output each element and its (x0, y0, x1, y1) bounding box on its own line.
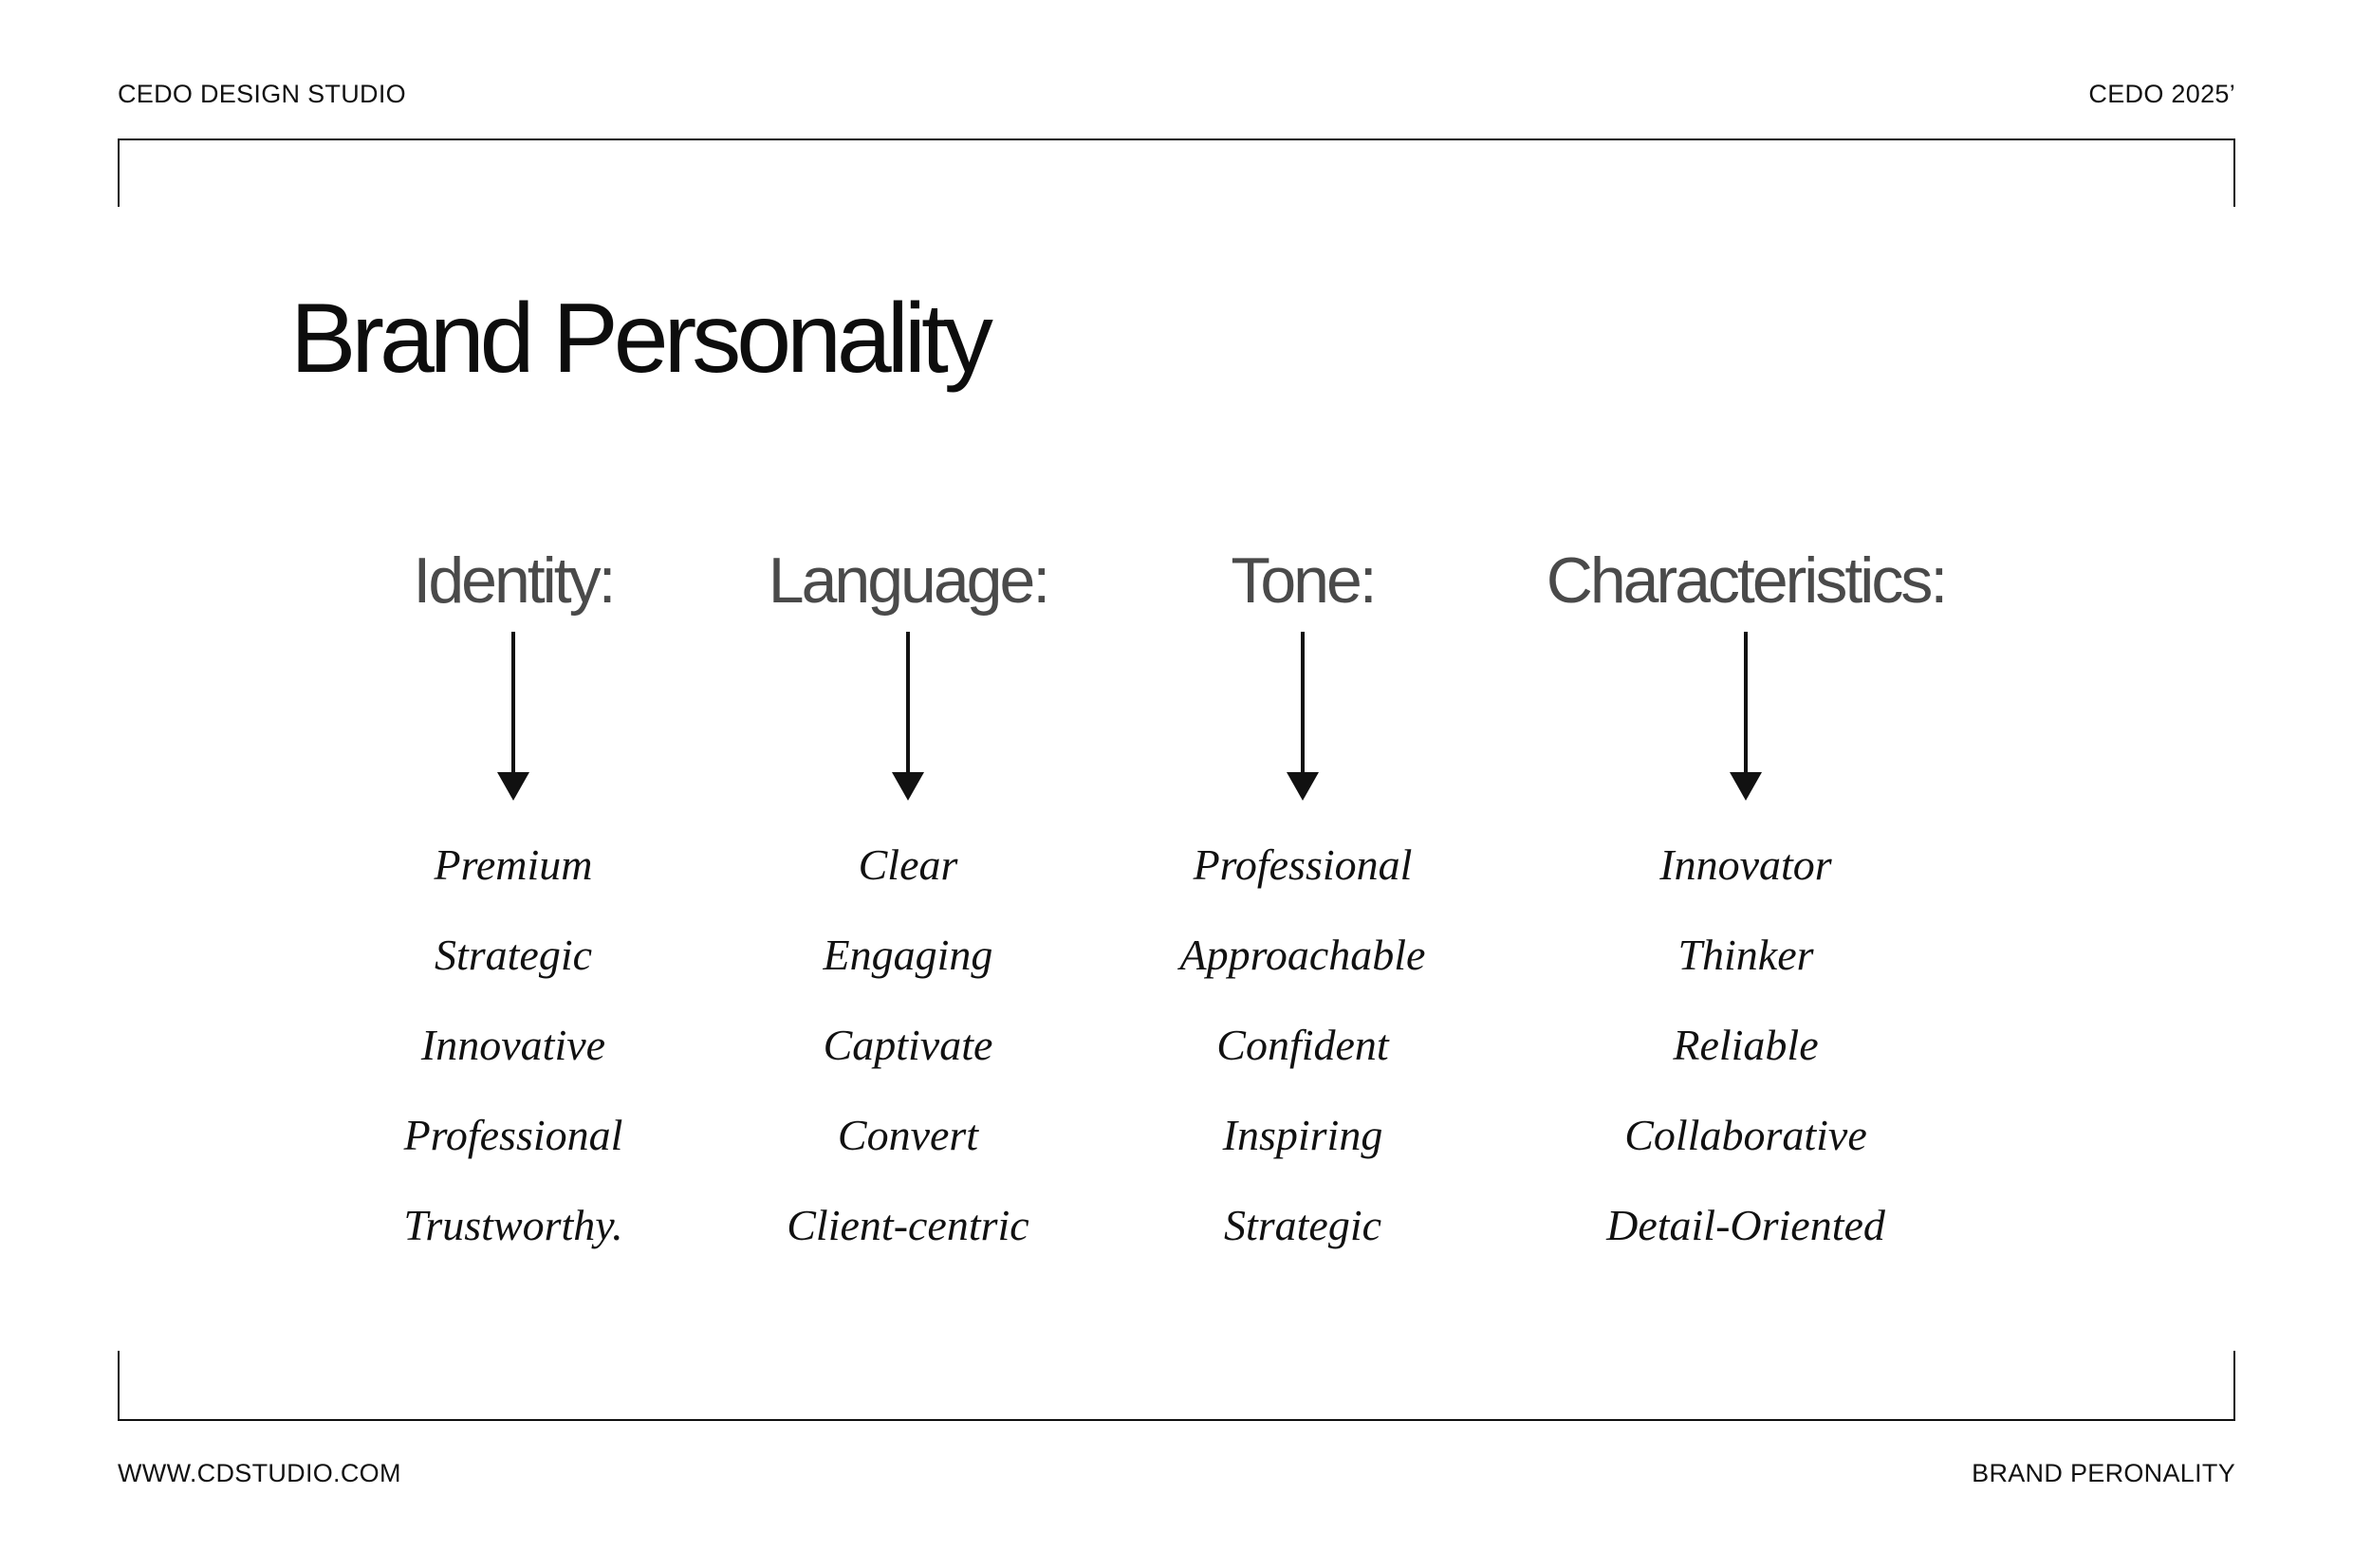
bottom-frame-bracket (118, 1351, 2235, 1421)
column-heading: Identity: (413, 544, 614, 617)
footer-section-title: BRAND PERONALITY (1972, 1459, 2235, 1487)
trait-item: Strategic (434, 931, 593, 979)
column-heading: Language: (768, 544, 1048, 617)
trait-item: Professional (403, 1111, 623, 1159)
top-frame-bracket (118, 138, 2235, 207)
year-label: CEDO 2025’ (2088, 80, 2235, 108)
trait-item: Detail-Oriented (1606, 1201, 1885, 1249)
column-heading: Tone: (1231, 544, 1375, 617)
trait-item: Clear (858, 840, 958, 889)
trait-item: Professional (1193, 840, 1413, 889)
trait-item: Inspiring (1222, 1111, 1383, 1159)
trait-item: Thinker (1677, 931, 1814, 979)
trait-item: Confident (1216, 1021, 1389, 1069)
studio-name: CEDO DESIGN STUDIO (118, 80, 406, 108)
page-title: Brand Personality (290, 284, 989, 394)
arrow-down-icon (496, 632, 530, 801)
trait-item: Strategic (1223, 1201, 1382, 1249)
column-tone (1056, 541, 1549, 1270)
trait-item: Innovative (420, 1021, 606, 1069)
column-characteristics (1499, 541, 1992, 1270)
arrow-down-icon (1286, 632, 1320, 801)
trait-item: Premium (434, 840, 593, 889)
trait-item: Captivate (823, 1021, 993, 1069)
trait-list (1056, 820, 1549, 1270)
trait-item: Collaborative (1624, 1111, 1867, 1159)
trait-item: Convert (837, 1111, 979, 1159)
arrow-down-icon (891, 632, 925, 801)
trait-list (1499, 820, 1992, 1270)
trait-item: Client-centric (787, 1201, 1029, 1249)
arrow-down-icon (1729, 632, 1763, 801)
trait-item: Engaging (823, 931, 993, 979)
website-link[interactable]: WWW.CDSTUDIO.COM (118, 1459, 401, 1487)
column-heading: Characteristics: (1546, 544, 1946, 617)
trait-item: Trustworthy. (403, 1201, 623, 1249)
trait-item: Innovator (1659, 840, 1832, 889)
trait-item: Reliable (1673, 1021, 1819, 1069)
trait-item: Approachable (1179, 931, 1426, 979)
